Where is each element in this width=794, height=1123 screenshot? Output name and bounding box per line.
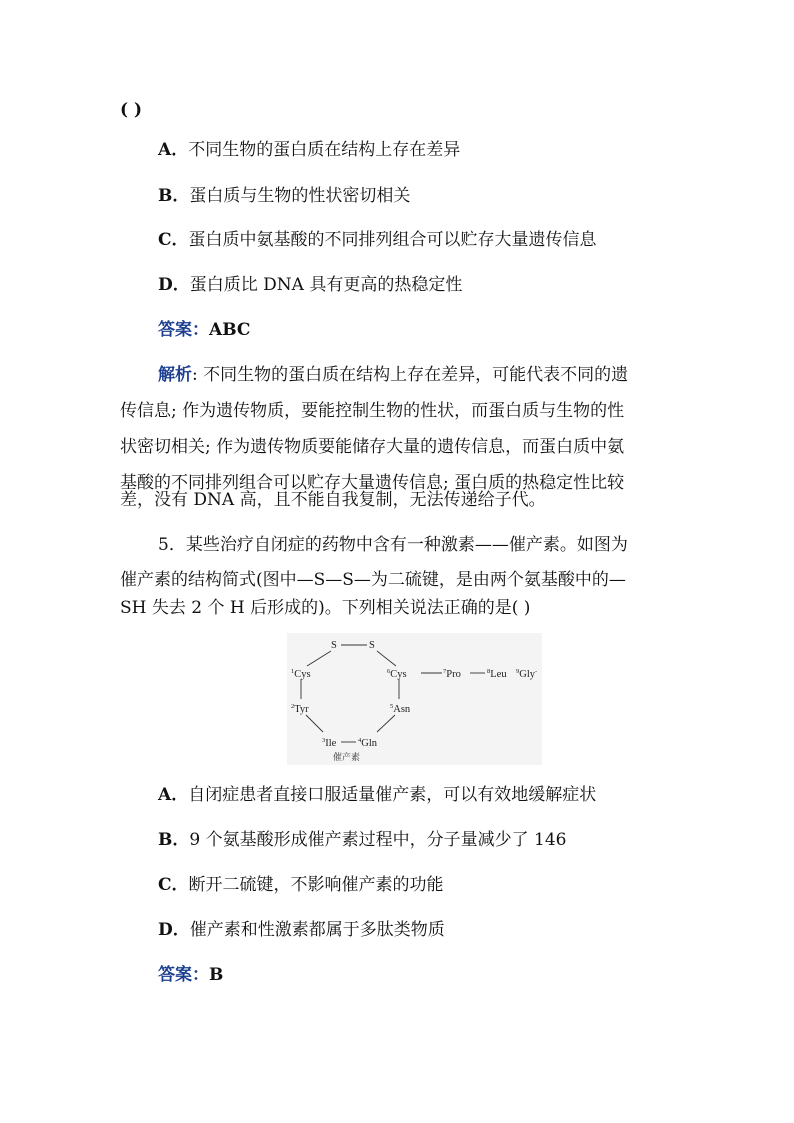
q4-option-a	[158, 140, 460, 160]
residue-ile: $^3$Ile	[322, 737, 337, 749]
residue-cys1: $^1$Cys	[291, 668, 311, 680]
oxytocin-structure-diagram	[287, 633, 542, 765]
residue-pro: $^7$Pro	[443, 668, 461, 680]
answer-label: 答案：	[158, 320, 209, 340]
q5-answer	[158, 965, 223, 985]
bond-lines	[301, 645, 485, 742]
q5-option-a	[158, 785, 596, 805]
q4-analysis-line-3: 状密切相关; 作为遗传物质要能储存大量的遗传信息，而蛋白质中氨	[120, 437, 625, 457]
q5-stem-line-2: 催产素的结构简式(图中—S—S—为二硫键，是由两个氨基酸中的—	[120, 570, 626, 590]
bond-s-cys1	[307, 651, 331, 666]
option-text: 蛋白质比 DNA 具有更高的热稳定性	[189, 275, 463, 295]
option-text: 催产素和性激素都属于多肽类物质	[189, 920, 445, 940]
q4-analysis-line-1	[158, 365, 628, 385]
analysis-label: 解析	[158, 365, 192, 385]
residue-tyr: $^2$Tyr	[291, 703, 309, 715]
option-letter: B．	[158, 830, 190, 850]
bond-tyr-ile	[306, 715, 323, 732]
residue-cys6: $^6$Cys	[387, 668, 407, 680]
q4-answer-paren: ( )	[120, 100, 143, 120]
diagram-caption: 催产素	[333, 753, 361, 763]
q5-option-c	[158, 875, 444, 895]
option-text: 不同生物的蛋白质在结构上存在差异	[188, 140, 461, 160]
q4-analysis-line-5: 差，没有 DNA 高，且不能自我复制，无法传递给子代。	[120, 490, 546, 510]
option-text: 断开二硫键，不影响催产素的功能	[188, 875, 444, 895]
option-letter: D．	[158, 920, 190, 940]
option-text: 蛋白质中氨基酸的不同排列组合可以贮存大量遗传信息	[188, 230, 597, 250]
sulfur-1: S	[331, 640, 337, 651]
bond-asn-gln	[377, 715, 395, 732]
q5-stem-line-3: SH 失去 2 个 H 后形成的)。下列相关说法正确的是( )	[120, 598, 531, 618]
sulfur-2: S	[369, 640, 375, 651]
answer-value: B	[209, 965, 224, 985]
answer-label: 答案：	[158, 965, 209, 985]
structure-svg	[287, 633, 542, 765]
answer-value: ABC	[209, 320, 251, 340]
option-text: 自闭症患者直接口服适量催产素，可以有效地缓解症状	[188, 785, 597, 805]
bond-s-cys6	[377, 651, 396, 666]
residue-asn: $^5$Asn	[390, 703, 411, 715]
option-letter: A．	[158, 785, 189, 805]
option-letter: A．	[158, 140, 189, 160]
q4-option-d	[158, 275, 462, 295]
residue-leu: $^8$Leu	[487, 668, 507, 680]
q5-stem-line-1: 5．某些治疗自闭症的药物中含有一种激素——催产素。如图为	[158, 535, 628, 555]
q4-option-c	[158, 230, 597, 250]
q4-option-b	[158, 186, 410, 206]
option-text: 9 个氨基酸形成催产素过程中，分子量减少了 146	[189, 830, 567, 850]
analysis-text: : 不同生物的蛋白质在结构上存在差异，可能代表不同的遗	[192, 365, 629, 385]
q5-option-d	[158, 920, 445, 940]
q4-analysis-line-4: 基酸的不同排列组合可以贮存大量遗传信息; 蛋白质的热稳定性比较	[120, 473, 625, 493]
option-letter: B．	[158, 186, 190, 206]
option-letter: D．	[158, 275, 190, 295]
q5-option-b	[158, 830, 566, 850]
q4-answer	[158, 320, 250, 340]
q4-analysis-line-2: 传信息; 作为遗传物质，要能控制生物的性状，而蛋白质与生物的性	[120, 401, 625, 421]
option-letter: C．	[158, 230, 189, 250]
option-letter: C．	[158, 875, 189, 895]
residue-gly: $^9$Gly-	[516, 668, 538, 680]
option-text: 蛋白质与生物的性状密切相关	[189, 186, 411, 206]
residue-gln: $^4$Gln	[358, 737, 377, 749]
